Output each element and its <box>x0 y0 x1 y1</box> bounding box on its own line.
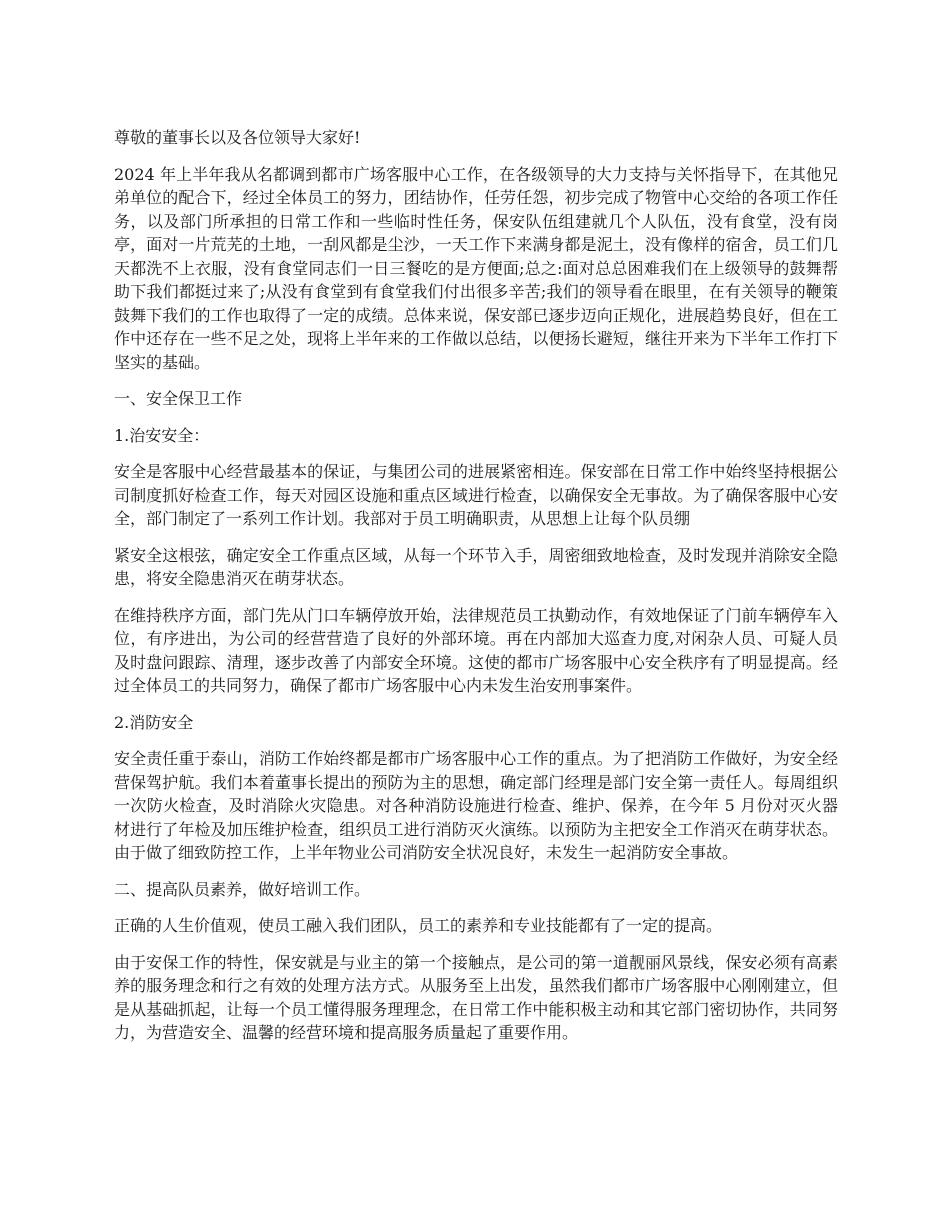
section-heading-1: 一、安全保卫工作 <box>114 389 243 408</box>
intro-paragraph: 2024 年上半年我从名都调到都市广场客服中心工作，在各级领导的大力支持与关怀指导下，在其他兄弟单位的配合下，经过全体员工的努力，团结协作，任劳任怨，初步完成了物管中心交给的各项工作任务，以及部门所承担的日常工作和一些临时性任务，保安队伍组建就几个人队伍，没有食堂，没有岗亭，面对一片荒芜的土地，一刮风都是尘沙，一天工作下来满身都是泥土，没有像样的宿舍，员工们几天都洗不上衣服，没有食堂同志们一日三餐吃的是方便面;总之:面对总总困难我们在上级领导的鼓舞帮助下我们都挺过来了;从没有食堂到有食堂我们付出很多辛苦;我们的领导看在眼里，在有关领导的鞭策鼓舞下我们的工作也取得了一定的成绩。总体来说，保安部已逐步迈向正规化，进展趋势良好，但在工作中还存在一些不足之处，现将上半年来的工作做以总结，以便扬长避短，继往开来为下半年工作打下坚实的基础。 <box>114 164 838 372</box>
greeting: 尊敬的董事长以及各位领导大家好! <box>114 128 361 147</box>
paragraph: 紧安全这根弦，确定安全工作重点区域，从每一个环节入手，周密细致地检查，及时发现并消除安全隐患，将安全隐患消灭在萌芽状态。 <box>114 545 838 588</box>
paragraph: 在维持秩序方面，部门先从门口车辆停放开始，法律规范员工执勤动作，有效地保证了门前车辆停车入位，有序进出，为公司的经营营造了良好的外部环境。再在内部加大巡查力度,对闲杂人员、可疑人员及时盘问跟踪、清理，逐步改善了内部安全环境。这使的都市广场客服中心安全秩序有了明显提高。经过全体员工的共同努力，确保了都市广场客服中心内未发生治安刑事案件。 <box>114 605 838 695</box>
paragraph: 由于安保工作的特性，保安就是与业主的第一个接触点，是公司的第一道靓丽风景线，保安必须有高素养的服务理念和行之有效的处理方法方式。从服务至上出发，虽然我们都市广场客服中心刚刚建立，但是从基础抓起，让每一个员工懂得服务理理念，在日常工作中能积极主动和其它部门密切协作，共同努力，为营造安全、温馨的经营环境和提高服务质量起了重要作用。 <box>114 952 838 1042</box>
paragraph: 安全是客服中心经营最基本的保证，与集团公司的进展紧密相连。保安部在日常工作中始终坚持根据公司制度抓好检查工作，每天对园区设施和重点区域进行检查，以确保安全无事故。为了确保客服中心安全，部门制定了一系列工作计划。我部对于员工明确职责，从思想上让每个队员绷 <box>114 462 838 528</box>
paragraph: 安全责任重于泰山，消防工作始终都是都市广场客服中心工作的重点。为了把消防工作做好，为安全经营保驾护航。我们本着董事长提出的预防为主的思想，确定部门经理是部门安全第一责任人。每周组织一次防火检查，及时消除火灾隐患。对各种消防设施进行检查、维护、保养，在今年 5 月份对灭火器材进行了年检及加压维护检查，组织员工进行消防灭火演练。以预防为主把安全工作消灭在萌芽状态。由于做了细致防控工作，上半年物业公司消防安全状况良好，未发生一起消防安全事故。 <box>114 749 838 862</box>
subsection-heading-2: 2.消防安全 <box>114 712 194 732</box>
subsection-heading-1: 1.治安安全： <box>114 425 210 445</box>
section-heading-2: 二、提高队员素养，做好培训工作。 <box>114 879 371 899</box>
paragraph: 正确的人生价值观，使员工融入我们团队，员工的素养和专业技能都有了一定的提高。 <box>114 916 723 935</box>
